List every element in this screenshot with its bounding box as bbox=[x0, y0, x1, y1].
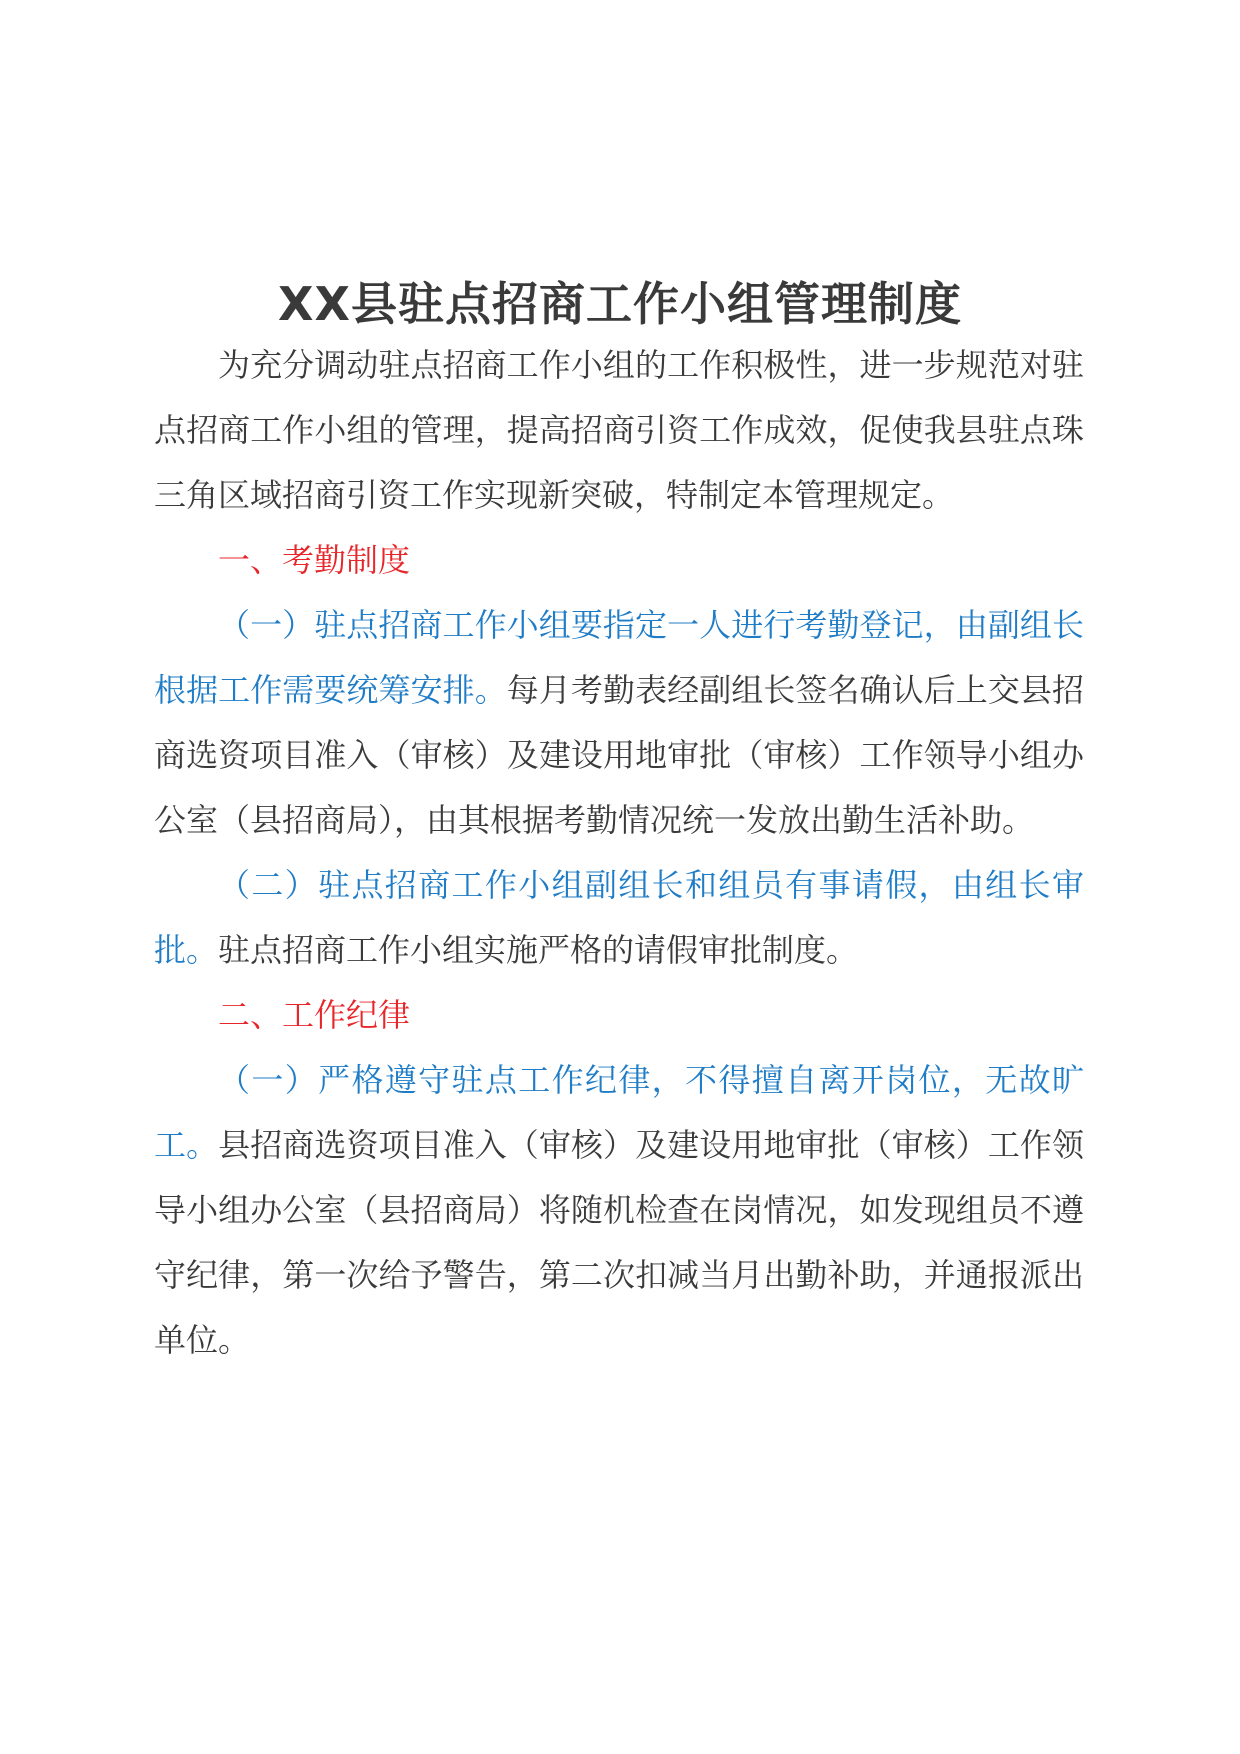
attendance-item-1 bbox=[154, 593, 1084, 853]
item-body: 驻点招商工作小组实施严格的请假审批制度。 bbox=[218, 931, 859, 969]
item-lead: （一）驻点招商工作小组要指定一人进行考勤登记，由副组长根据工作需要统筹安排。 bbox=[154, 606, 1084, 709]
intro-paragraph: 为充分调动驻点招商工作小组的工作积极性，进一步规范对驻点招商工作小组的管理，提高招商引资工作成效，促使我县驻点珠三角区域招商引资工作实现新突破，特制定本管理规定。 bbox=[154, 346, 1084, 514]
item-body: 县招商选资项目准入（审核）及建设用地审批（审核）工作领导小组办公室（县招商局）将随机检查在岗情况，如发现组员不遵守纪律，第一次给予警告，第二次扣减当月出勤补助，并通报派出单位。 bbox=[154, 1126, 1084, 1359]
attendance-item-2 bbox=[154, 853, 1084, 983]
item-lead: （二）驻点招商工作小组副组长和组员有事请假，由组长审批。 bbox=[154, 866, 1084, 969]
document-title: XX县驻点招商工作小组管理制度 bbox=[278, 276, 962, 331]
item-lead: （一）严格遵守驻点工作纪律，不得擅自离开岗位，无故旷工。 bbox=[154, 1061, 1084, 1164]
item-body: 每月考勤表经副组长签名确认后上交县招商选资项目准入（审核）及建设用地审批（审核）工作领导小组办公室（县招商局），由其根据考勤情况统一发放出勤生活补助。 bbox=[154, 671, 1084, 839]
discipline-item-1 bbox=[154, 1048, 1084, 1373]
section-heading-discipline: 二、工作纪律 bbox=[218, 996, 411, 1034]
document-body bbox=[154, 333, 1084, 1373]
section-heading-attendance: 一、考勤制度 bbox=[218, 541, 411, 579]
